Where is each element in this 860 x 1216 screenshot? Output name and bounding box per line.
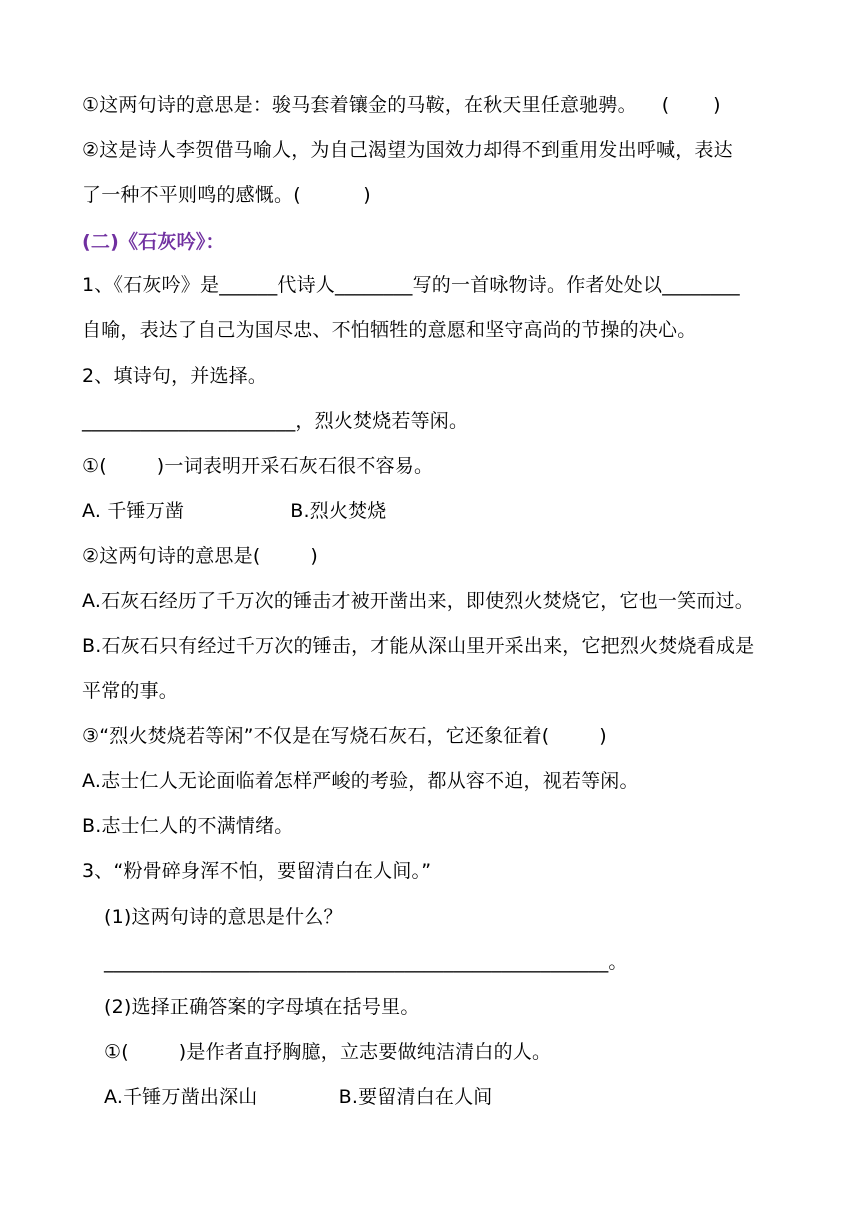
sub-question-line: (2)选择正确答案的字母填在括号里。 [104,996,420,1018]
option-line: A. 千锤万凿 B.烈火焚烧 [82,500,387,522]
sub-question-line: ①( )是作者直抒胸臆，立志要做纯洁清白的人。 [104,1041,552,1063]
question-line: ③“烈火焚烧若等闲”不仅是在写烧石灰石，它还象征着( ) [82,725,607,747]
question-line: 了一种不平则鸣的感慨。( ) [82,184,371,206]
answer-blank-line: ____________________________________________________。 [104,951,628,973]
option-line: A.石灰石经历了千万次的锤击才被开凿出来，即使烈火焚烧它，它也一笑而过。 [82,590,754,612]
section-heading: (二)《石灰吟》： [82,231,225,253]
question-line: 3、“粉骨碎身浑不怕，要留清白在人间。” [82,860,432,882]
fill-in-line: ______________________，烈火焚烧若等闲。 [82,410,469,432]
question-line: 1、《石灰吟》是______代诗人________写的一首咏物诗。作者处处以________ [82,274,740,296]
question-line: ①( )一词表明开采石灰石很不容易。 [82,455,434,477]
option-line: B.石灰石只有经过千万次的锤击，才能从深山里开采出来，它把烈火焚烧看成是 [82,635,755,657]
question-line: ①这两句诗的意思是：骏马套着镶金的马鞍，在秋天里任意驰骋。 ( ) [82,94,721,116]
option-line: 平常的事。 [82,680,179,702]
option-line: B.志士仁人的不满情绪。 [82,815,294,837]
question-line: ②这是诗人李贺借马喻人，为自己渴望为国效力却得不到重用发出呼喊，表达 [82,139,733,161]
sub-question-line: (1)这两句诗的意思是什么？ [104,906,343,928]
option-line: A.志士仁人无论面临着怎样严峻的考验，都从容不迫，视若等闲。 [82,770,639,792]
question-line: 2、填诗句，并选择。 [82,365,268,387]
question-line: ②这两句诗的意思是( ) [82,545,318,567]
option-line: A.千锤万凿出深山 B.要留清白在人间 [104,1086,493,1108]
question-line: 自喻，表达了自己为国尽忠、不怕牺牲的意愿和坚守高尚的节操的决心。 [82,319,697,341]
